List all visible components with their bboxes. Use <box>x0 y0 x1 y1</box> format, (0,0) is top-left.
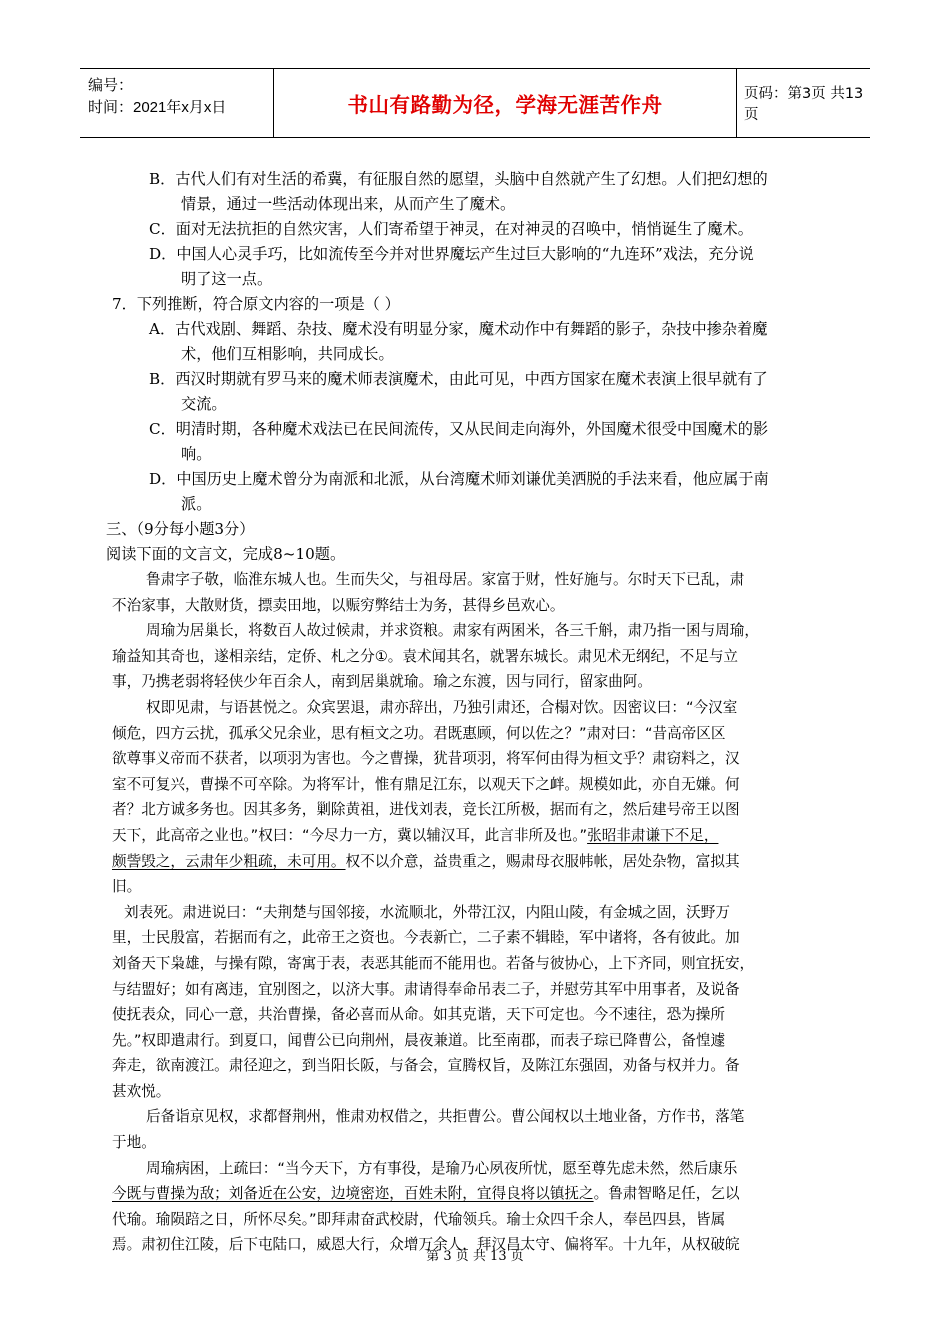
header-meta <box>88 75 263 131</box>
passage-line: 里，士民殷富，若据而有之，此帝王之资也。今表新亡，二子素不辑睦，军中诸将，各有彼此。加 <box>112 929 740 947</box>
section-3-instruction: 阅读下面的文言文，完成8~10题。 <box>106 545 346 563</box>
passage-line: 焉。肃初住江陵，后下屯陆口，威恩大行，众增万余人，拜汉昌太守、偏将军。十九年，从权破皖 <box>112 1236 740 1254</box>
passage-line: 不治家事，大散财货，摽卖田地，以赈穷弊结士为务，甚得乡邑欢心。 <box>112 596 565 614</box>
passage-line: 与结盟好；如有离违，宜别图之，以济大事。肃请得奉命吊表二子，并慰劳其军中用事者，及说备 <box>112 980 740 998</box>
passage-line: 代瑜。瑜陨踣之日，所怀尽矣。”即拜肃奋武校尉，代瑜领兵。瑜士众四千余人，奉邑四县，皆属 <box>112 1210 726 1228</box>
option-line: C．面对无法抗拒的自然灾害，人们寄希望于神灵，在对神灵的召唤中，悄悄诞生了魔术。 <box>149 220 753 238</box>
option-line: 明了这一点。 <box>181 270 273 288</box>
underlined-sentence: 张昭非肃谦下不足， <box>587 826 719 844</box>
page-footer: 第 3 页 共 13 页 <box>426 1249 524 1264</box>
passage-line: 奔走，欲南渡江。肃径迎之，到当阳长阪，与备会，宣腾权旨，及陈江东强固，劝备与权并力。备 <box>112 1057 740 1075</box>
page-header <box>80 68 870 138</box>
option-line: 响。 <box>181 445 212 463</box>
passage-line: 于地。 <box>112 1134 156 1152</box>
section-3-title: 三、（9分每小题3分） <box>106 520 255 538</box>
header-page-info: 页码：第3页 共13页 <box>744 86 864 123</box>
passage-line: 瑜益知其奇也，遂相亲结，定侨、札之分①。袁术闻其名，就署东城长。肃见术无纲纪，不足与立 <box>112 647 739 665</box>
option-line: 术，他们互相影响，共同成长。 <box>181 345 394 363</box>
passage-text: 权不以介意，益贵重之，赐肃母衣服帏帐，居处杂物，富拟其 <box>345 852 740 870</box>
passage-line: 者？北方诚多务也。因其多务，剿除黄祖，进伐刘表，竞长江所极，据而有之，然后建号帝王以图 <box>112 801 740 819</box>
passage-line: 倾危，四方云扰，孤承父兄余业，思有桓文之功。君既惠顾，何以佐之？”肃对曰：“昔高帝区区 <box>112 724 726 742</box>
passage-line: 鲁肃字子敬，临淮东城人也。生而失父，与祖母居。家富于财，性好施与。尔时天下已乱，肃 <box>146 571 745 588</box>
passage-line <box>112 823 842 849</box>
passage-line: 刘备天下枭雄，与操有隙，寄寓于表，表恶其能而不能用也。若备与彼协心，上下齐同，则宜抚安， <box>112 954 755 972</box>
question-7-stem: 7．下列推断，符合原文内容的一项是（ ） <box>112 295 400 313</box>
passage-line: 权即见肃，与语甚悦之。众宾罢退，肃亦辞出，乃独引肃还，合榻对饮。因密议曰：“今汉室 <box>146 698 738 716</box>
option-line: 派。 <box>181 495 212 513</box>
passage-line: 甚欢悦。 <box>112 1082 171 1100</box>
passage-line: 欲尊事义帝而不获者，以项羽为害也。今之曹操，犹昔项羽，将军何由得为桓文乎？肃窃料之，汉 <box>112 750 740 768</box>
passage-line: 刘表死。肃进说曰：“夫荆楚与国邻接，水流顺北，外带江汉，内阻山陵，有金城之固，沃野万 <box>124 903 730 921</box>
option-line: D．中国历史上魔术曾分为南派和北派，从台湾魔术师刘谦优美洒脱的手法来看，他应属于南 <box>149 470 769 488</box>
option-line: C．明清时期，各种魔术戏法已在民间流传，又从民间走向海外，外国魔术很受中国魔术的影 <box>149 420 769 438</box>
option-line: 交流。 <box>181 395 227 413</box>
document-body <box>106 167 842 1258</box>
header-motto: 书山有路勤为径，学海无涯苦作舟 <box>273 69 737 137</box>
underlined-sentence: 颇訾毁之，云肃年少粗疏，未可用。 <box>112 852 346 870</box>
option-line: 情景，通过一些活动体现出来，从而产生了魔术。 <box>181 195 516 213</box>
time-label: 时间：2021年x月x日 <box>88 99 227 116</box>
passage-line: 先。”权即遣肃行。到夏口，闻曹公已向荆州，晨夜兼道。比至南郡，而表子琮已降曹公，备惶遽 <box>112 1031 726 1049</box>
serial-label: 编号： <box>88 77 134 94</box>
option-line: A．古代戏剧、舞蹈、杂技、魔术没有明显分家，魔术动作中有舞蹈的影子，杂技中掺杂着魔 <box>149 320 768 338</box>
passage-line: 事，乃携老弱将轻侠少年百余人，南到居巢就瑜。瑜之东渡，因与同行，留家曲阿。 <box>112 673 652 691</box>
passage-line <box>112 849 842 875</box>
passage-line: 旧。 <box>112 878 142 896</box>
passage-line: 周瑜病困，上疏曰：“当今天下，方有事役，是瑜乃心夙夜所忧，愿至尊先虑未然，然后康乐 <box>146 1159 738 1177</box>
passage-line: 室不可复兴，曹操不可卒除。为将军计，惟有鼎足江东，以观天下之衅。规模如此，亦自无嫌。何 <box>112 775 740 793</box>
passage-line: 后备诣京见权，求都督荆州，惟肃劝权借之，共拒曹公。曹公闻权以土地业备，方作书，落笔 <box>146 1108 745 1126</box>
option-line: B．古代人们有对生活的希冀，有征服自然的愿望，头脑中自然就产生了幻想。人们把幻想的 <box>149 170 768 188</box>
option-line: B．西汉时期就有罗马来的魔术师表演魔术，由此可见，中西方国家在魔术表演上很早就有了 <box>149 370 768 388</box>
passage-line: 周瑜为居巢长，将数百人故过候肃，并求资粮。肃家有两囷米，各三千斛，肃乃指一囷与周瑜， <box>146 622 759 640</box>
passage-text: 。鲁肃智略足任，乞以 <box>593 1185 740 1203</box>
underlined-sentence: 今既与曹操为敌；刘备近在公安，边境密迩，百姓未附，宜得良将以镇抚之 <box>112 1185 594 1203</box>
option-line: D．中国人心灵手巧，比如流传至今并对世界魔坛产生过巨大影响的“九连环”戏法，充分说 <box>149 245 754 263</box>
passage-line <box>112 1181 842 1207</box>
passage-line: 使抚表众，同心一意，共治曹操，备必喜而从命。如其克谐，天下可定也。今不速往，恐为操所 <box>112 1006 725 1024</box>
passage-text: 天下，此高帝之业也。”权曰：“今尽力一方，冀以辅汉耳，此言非所及也。” <box>112 826 588 844</box>
